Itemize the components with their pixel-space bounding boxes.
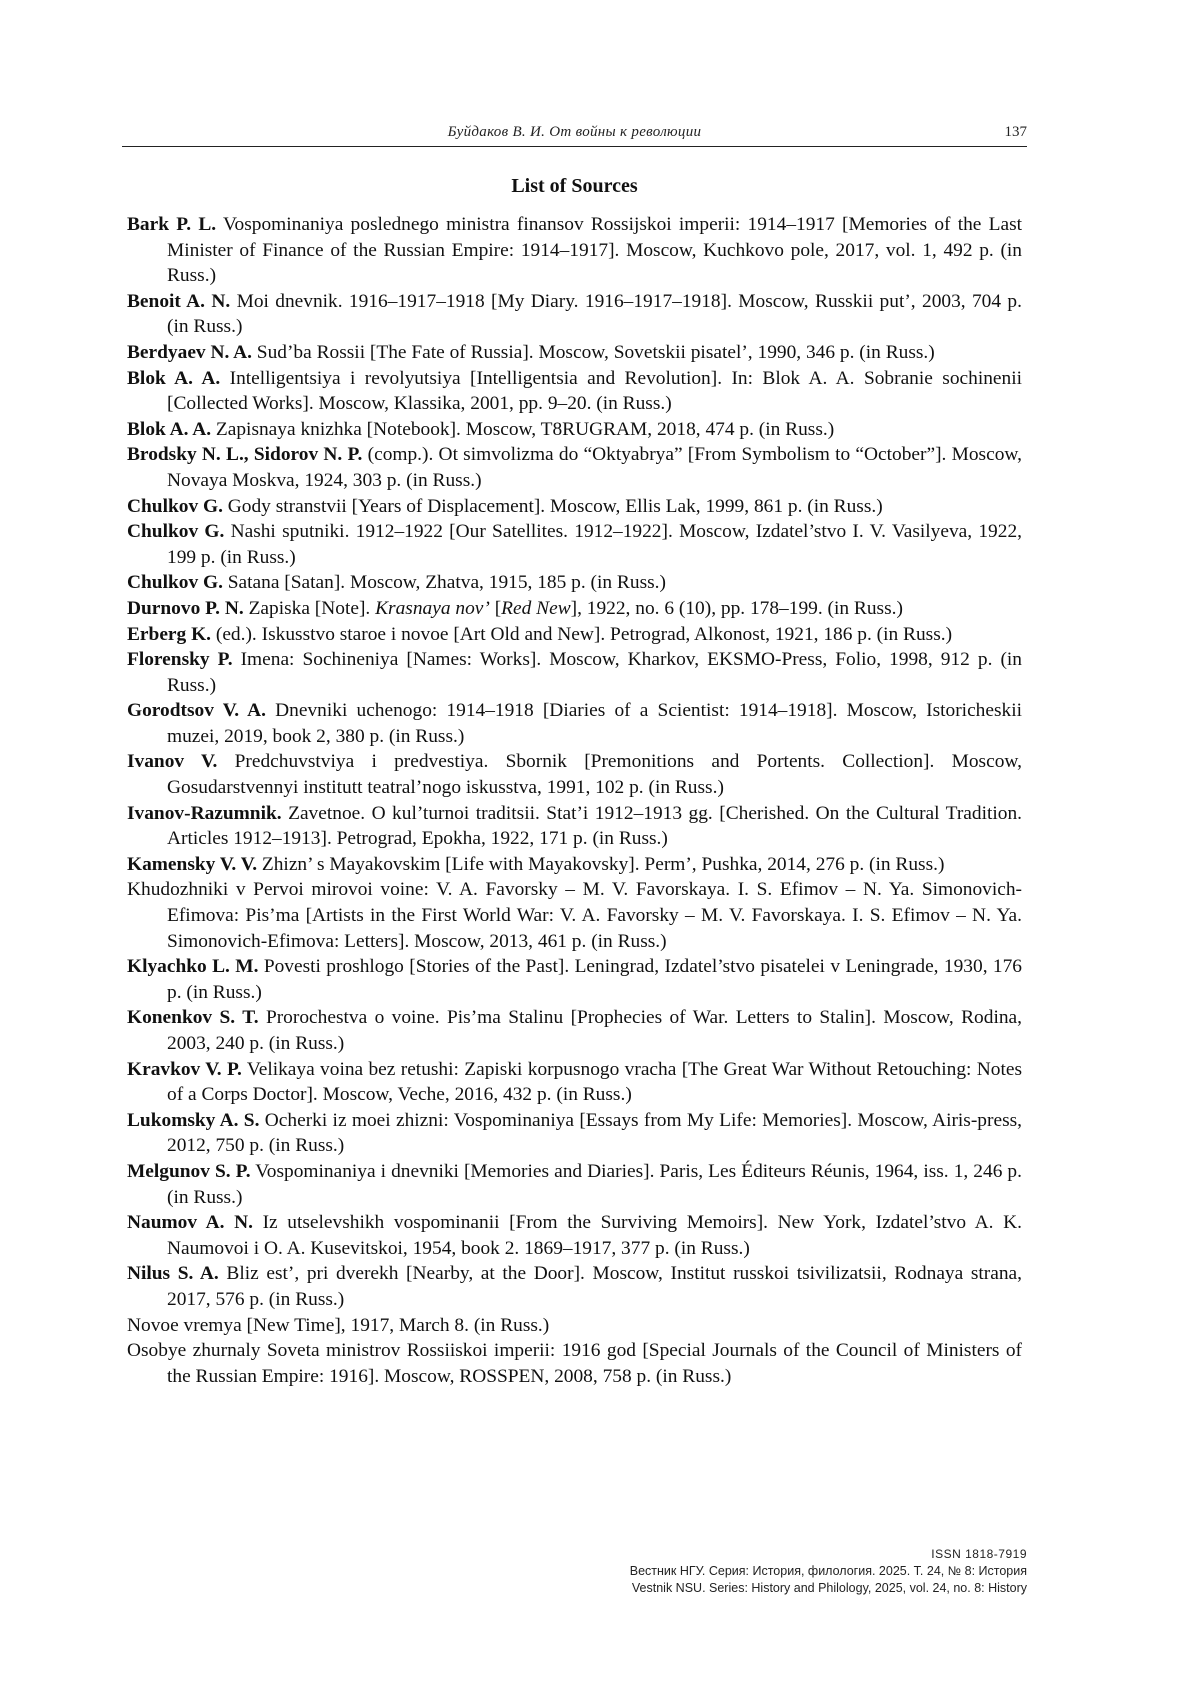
entry-author: Gorodtsov V. A. bbox=[127, 700, 267, 722]
entry-author: Lukomsky A. S. bbox=[127, 1109, 260, 1131]
entry-text: Imena: Sochineniya [Names: Works]. Moscow, Kharkov, EKSMO-Press, Folio, 1998, 912 p. (in Russ.) bbox=[167, 649, 1023, 696]
reference-entry bbox=[127, 1210, 1022, 1261]
entry-text: Prorochestva o voine. Pis’ma Stalinu [Prophecies of War. Letters to Stalin]. Moscow, Rodina, 2003, 240 p. (in Russ.) bbox=[167, 1007, 1022, 1054]
entry-text: (ed.). Iskusstvo staroe i novoe [Art Old and New]. Petrograd, Alkonost, 1921, 186 p. (in Russ.) bbox=[211, 623, 953, 645]
entry-author: Naumov A. N. bbox=[127, 1212, 253, 1234]
entry-author: Durnovo P. N. bbox=[127, 597, 244, 619]
entry-author: Nilus S. A. bbox=[127, 1263, 219, 1285]
entry-text: Novoe vremya [New Time], 1917, March 8. (in Russ.) bbox=[127, 1314, 550, 1336]
entry-author: Florensky P. bbox=[127, 649, 233, 671]
entry-text: Predchuvstviya i predvestiya. Sbornik [Premonitions and Portents. Collection]. Moscow, Gosudarstvennyi institutt teatral’nogo iskusstva, 1991, 102 p. (in Russ.) bbox=[167, 751, 1022, 799]
reference-entry bbox=[127, 801, 1022, 852]
entry-text: [ bbox=[489, 597, 502, 619]
entry-text: Sud’ba Rossii [The Fate of Russia]. Moscow, Sovetskii pisatel’, 1990, 346 p. (in Russ.) bbox=[251, 341, 935, 363]
reference-entry bbox=[127, 647, 1022, 698]
reference-entry bbox=[127, 442, 1022, 493]
reference-entry bbox=[127, 212, 1022, 289]
reference-entry bbox=[127, 417, 1022, 443]
entry-text: Zavetnoe. O kul’turnoi traditsii. Stat’i 1912–1913 gg. [Cherished. On the Cultural Tradition. Articles 1912–1913]. Petrograd, Epokha, 1922, 171 p. (in Russ.) bbox=[167, 802, 1022, 850]
entry-text: Zapiska [Note]. bbox=[243, 597, 376, 619]
entry-journal-title-translation: Red New bbox=[501, 597, 571, 619]
entry-text: Ocherki iz moei zhizni: Vospominaniya [Essays from My Life: Memories]. Moscow, Airis-press, 2012, 750 p. (in Russ.) bbox=[167, 1109, 1023, 1157]
reference-entry bbox=[127, 1005, 1022, 1056]
issn: ISSN 1818-7919 bbox=[931, 1547, 1027, 1561]
reference-entry bbox=[127, 1313, 1022, 1339]
entry-text: Nashi sputniki. 1912–1922 [Our Satellites. 1912–1922]. Moscow, Izdatel’stvo I. V. Vasilyeva, 1922, 199 p. (in Russ.) bbox=[167, 521, 1022, 568]
entry-text: Velikaya voina bez retushi: Zapiski korpusnogo vracha [The Great War Without Retouching: Notes of a Corps Doctor]. Moscow, Veche, 2016, 432 p. (in Russ.) bbox=[167, 1058, 1022, 1106]
journal-footer bbox=[427, 1546, 1027, 1597]
entry-text: Gody stranstvii [Years of Displacement]. Moscow, Ellis Lak, 1999, 861 p. (in Russ.) bbox=[222, 495, 883, 517]
entry-author: Chulkov G. bbox=[127, 495, 223, 517]
reference-entry bbox=[127, 622, 1022, 648]
entry-text: Dnevniki uchenogo: 1914–1918 [Diaries of a Scientist: 1914–1918]. Moscow, Istoricheskii muzei, 2019, book 2, 380 p. (in Russ.) bbox=[167, 700, 1022, 747]
entry-text: Vospominaniya poslednego ministra finansov Rossijskoi imperii: 1914–1917 [Memories of the Last Minister of Finance of the Russian Empire: 1914–1917]. Moscow, Kuchkovo pole, 2017, vol. 1, 492 p. (in Russ.) bbox=[167, 214, 1022, 287]
entry-text: Zapisnaya knizhka [Notebook]. Moscow, T8RUGRAM, 2018, 474 p. (in Russ.) bbox=[211, 418, 835, 440]
reference-entry bbox=[127, 877, 1022, 954]
entry-author: Chulkov G. bbox=[127, 572, 223, 594]
running-header bbox=[122, 124, 1027, 146]
entry-author: Blok A. A. bbox=[127, 418, 212, 440]
entry-author: Kravkov V. P. bbox=[127, 1058, 242, 1080]
reference-entry bbox=[127, 1057, 1022, 1108]
reference-entry bbox=[127, 852, 1022, 878]
entry-author: Chulkov G. bbox=[127, 521, 225, 543]
reference-entry bbox=[127, 289, 1022, 340]
entry-author: Klyachko L. M. bbox=[127, 956, 259, 978]
entry-author: Berdyaev N. A. bbox=[127, 341, 252, 363]
reference-entry bbox=[127, 1159, 1022, 1210]
section-title: List of Sources bbox=[511, 175, 638, 197]
entry-author: Kamensky V. V. bbox=[127, 853, 258, 875]
reference-entry bbox=[127, 519, 1022, 570]
reference-entry bbox=[127, 698, 1022, 749]
entry-text: Intelligentsiya i revolyutsiya [Intelligentsia and Revolution]. In: Blok A. A. Sobranie sochinenii [Collected Works]. Moscow, Klassika, 2001, pp. 9–20. (in Russ.) bbox=[167, 367, 1022, 415]
entry-author: Melgunov S. P. bbox=[127, 1160, 251, 1182]
journal-citation-en: Vestnik NSU. Series: History and Philology, 2025, vol. 24, no. 8: History bbox=[631, 1581, 1027, 1595]
reference-entry bbox=[127, 954, 1022, 1005]
entry-text: Zhizn’ s Mayakovskim [Life with Mayakovsky]. Perm’, Pushka, 2014, 276 p. (in Russ.) bbox=[257, 853, 945, 875]
reference-entry bbox=[127, 570, 1022, 596]
reference-entry bbox=[127, 596, 1022, 622]
entry-author: Bark P. L. bbox=[127, 214, 217, 235]
entry-author: Konenkov S. T. bbox=[127, 1007, 259, 1029]
journal-citation-ru: Вестник НГУ. Серия: История, филология. 2025. Т. 24, № 8: История bbox=[629, 1564, 1027, 1578]
header-rule bbox=[122, 146, 1027, 147]
entry-author: Ivanov-Razumnik. bbox=[127, 802, 282, 824]
entry-text: Moi dnevnik. 1916–1917–1918 [My Diary. 1916–1917–1918]. Moscow, Russkii put’, 2003, 704 p. (in Russ.) bbox=[167, 290, 1022, 338]
entry-author: Blok A. A. bbox=[127, 367, 221, 389]
entry-text: ], 1922, no. 6 (10), pp. 178–199. (in Russ.) bbox=[570, 597, 903, 619]
reference-entry bbox=[127, 494, 1022, 520]
reference-entry bbox=[127, 1261, 1022, 1312]
reference-list bbox=[127, 212, 1022, 1389]
entry-author: Ivanov V. bbox=[127, 751, 218, 773]
entry-text: (comp.). Ot simvolizma do “Oktyabrya” [From Symbolism to “October”]. Moscow, Novaya Moskva, 1924, 303 p. (in Russ.) bbox=[167, 444, 1022, 491]
reference-entry bbox=[127, 1108, 1022, 1159]
entry-text: Bliz est’, pri dverekh [Nearby, at the Door]. Moscow, Institut russkoi tsivilizatsii, Rodnaya strana, 2017, 576 p. (in Russ.) bbox=[167, 1263, 1022, 1310]
entry-text: Osobye zhurnaly Soveta ministrov Rossiiskoi imperii: 1916 god [Special Journals of the Council of Ministers of the Russian Empire: 1916]. Moscow, ROSSPEN, 2008, 758 p. (in Russ.) bbox=[127, 1340, 1022, 1387]
reference-entry bbox=[127, 1338, 1022, 1389]
entry-text: Khudozhniki v Pervoi mirovoi voine: V. A. Favorsky – M. V. Favorskaya. I. S. Efimov – N. Ya. Simonovich-Efimova: Pis’ma [Artists in the First World War: V. A. Favorsky – M. V. Favorskaya. I. S. Efimov – N. Ya. Simonovich-Efimova: Letters]. Moscow, 2013, 461 p. (in Russ.) bbox=[127, 879, 1022, 952]
entry-journal-title: Krasnaya nov’ bbox=[375, 597, 490, 619]
entry-text: Povesti proshlogo [Stories of the Past]. Leningrad, Izdatel’stvo pisatelei v Leningrade, 1930, 176 p. (in Russ.) bbox=[167, 956, 1023, 1003]
reference-entry bbox=[127, 749, 1022, 800]
entry-text: Satana [Satan]. Moscow, Zhatva, 1915, 185 p. (in Russ.) bbox=[222, 572, 666, 594]
page-number: 137 bbox=[1004, 124, 1027, 140]
reference-entry bbox=[127, 366, 1022, 417]
entry-author: Benoit A. N. bbox=[127, 290, 231, 312]
entry-text: Vospominaniya i dnevniki [Memories and Diaries]. Paris, Les Éditeurs Réunis, 1964, iss. 1, 246 p. (in Russ.) bbox=[167, 1160, 1022, 1208]
reference-entry bbox=[127, 340, 1022, 366]
entry-text: Iz utselevshikh vospominanii [From the Surviving Memoirs]. New York, Izdatel’stvo A. K. Naumovoi i O. A. Kusevitskoi, 1954, book 2. 1869–1917, 377 p. (in Russ.) bbox=[167, 1212, 1022, 1259]
entry-author: Brodsky N. L., Sidorov N. P. bbox=[127, 444, 363, 466]
running-title: Буйдаков В. И. От войны к революции bbox=[447, 124, 702, 140]
entry-author: Erberg K. bbox=[127, 623, 212, 645]
